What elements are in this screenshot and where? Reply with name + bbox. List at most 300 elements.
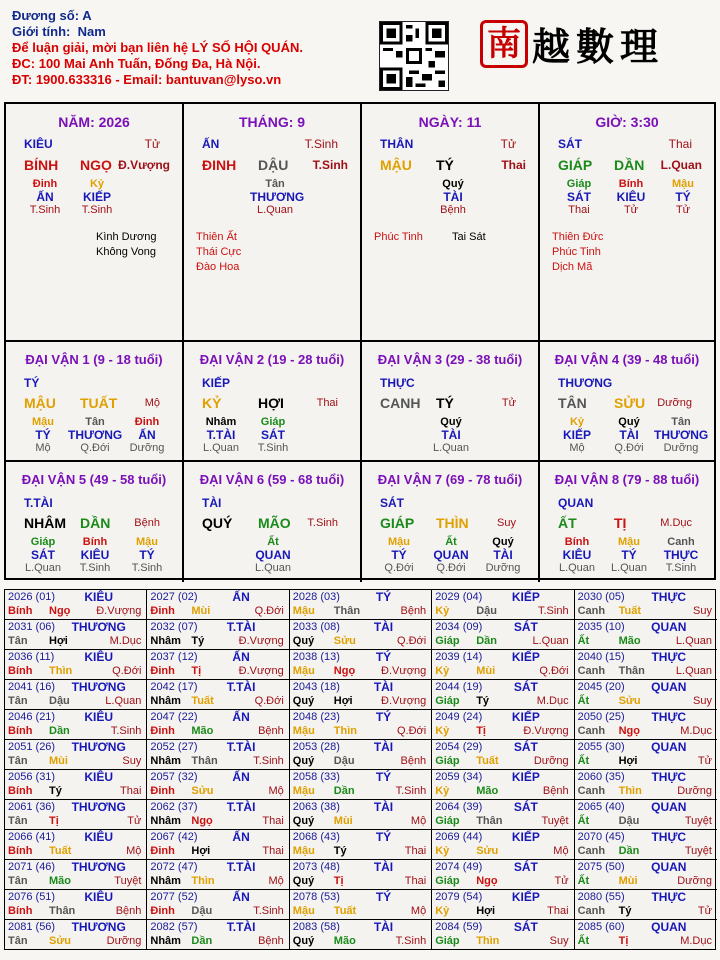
year-stem: Canh xyxy=(577,605,606,617)
gender-value: Nam xyxy=(77,24,106,39)
hidden-life: L.Quan xyxy=(256,204,294,216)
pillar-god-top: THÂN xyxy=(380,137,414,151)
year-cell xyxy=(147,920,289,950)
pillar-god-top: ẤN xyxy=(202,137,220,151)
year-branch: Ngọ xyxy=(191,815,213,827)
year-branch: Dậu xyxy=(476,605,497,617)
year-cell xyxy=(5,650,147,680)
year-cell xyxy=(290,650,432,680)
year-stem: Bính xyxy=(8,905,33,917)
year-cell xyxy=(147,620,289,650)
year-label: 2041 (16) xyxy=(8,681,56,693)
year-god: KIẾP xyxy=(511,890,540,904)
hidden-life: L.Quan xyxy=(432,442,470,454)
hidden-life: Dưỡng xyxy=(129,442,165,454)
year-branch: Thìn xyxy=(618,785,642,797)
dai-van-branch: DẦN xyxy=(80,515,111,531)
year-label: 2084 (59) xyxy=(435,921,483,933)
year-stem: Kỷ xyxy=(435,665,450,677)
year-cell xyxy=(290,830,432,860)
hidden-stem-group xyxy=(120,416,174,454)
year-life: Đ.Vượng xyxy=(381,695,427,707)
year-life: Mộ xyxy=(410,905,427,917)
year-god: THỰC xyxy=(651,650,687,664)
year-god: THƯƠNG xyxy=(71,620,126,634)
year-god: T.TÀI xyxy=(226,860,256,874)
year-life: Bệnh xyxy=(400,755,427,767)
year-branch: Ngọ xyxy=(333,665,356,677)
dai-van-cell xyxy=(362,462,540,582)
address-line: ĐC: 100 Mai Anh Tuấn, Đống Đa, Hà Nội. xyxy=(12,56,261,71)
year-stem: Bính xyxy=(8,665,33,677)
year-branch: Thìn xyxy=(476,935,500,947)
hidden-life: Q.Đới xyxy=(384,562,414,574)
year-stem: Bính xyxy=(8,785,33,797)
hidden-life: Q.Đới xyxy=(80,442,110,454)
year-life: L.Quan xyxy=(105,695,142,707)
year-branch: Dần xyxy=(618,845,640,857)
year-cell xyxy=(575,590,717,620)
year-life: Đ.Vượng xyxy=(96,605,142,617)
year-cell xyxy=(147,770,289,800)
hidden-stem: Mậu xyxy=(32,416,54,428)
year-stem: Canh xyxy=(577,785,606,797)
year-life: Đ.Vượng xyxy=(238,665,284,677)
year-label: 2033 (08) xyxy=(292,621,340,633)
year-stem: Ất xyxy=(577,755,590,767)
year-life: M.Dục xyxy=(680,725,712,737)
year-cell xyxy=(575,860,717,890)
hidden-life: L.Quan xyxy=(558,562,596,574)
year-label: 2035 (10) xyxy=(577,621,625,633)
dai-van-cell xyxy=(540,462,714,582)
pillar-god-top: KIÊU xyxy=(24,137,53,151)
year-cell xyxy=(575,710,717,740)
year-label: 2029 (04) xyxy=(435,591,483,603)
year-branch: Thân xyxy=(618,665,645,677)
dai-van-title: ĐẠI VẬN 4 (39 - 48 tuổi) xyxy=(554,352,700,367)
dai-van-god: TÝ xyxy=(24,376,40,390)
year-stem: Mậu xyxy=(292,605,315,617)
year-stem: Canh xyxy=(577,725,606,737)
year-label: 2070 (45) xyxy=(577,831,625,843)
year-god: THƯƠNG xyxy=(71,920,126,934)
year-cell xyxy=(5,620,147,650)
dai-van-life: Suy xyxy=(497,517,516,529)
brand-logo-text: 越數理 xyxy=(532,24,665,69)
year-life: Dưỡng xyxy=(677,875,712,887)
year-stem: Quý xyxy=(292,875,315,887)
yearly-table xyxy=(4,589,716,950)
year-stem: Kỷ xyxy=(435,905,450,917)
hidden-stem: Tân xyxy=(671,416,691,428)
year-life: Mộ xyxy=(268,875,284,887)
year-life: Mộ xyxy=(553,845,569,857)
year-god: THƯƠNG xyxy=(71,740,126,754)
name-value: A xyxy=(82,8,92,23)
pillar-branch: DẬU xyxy=(258,157,289,173)
year-stem: Nhâm xyxy=(150,695,181,707)
year-cell xyxy=(5,890,147,920)
special-star: Dịch Mã xyxy=(552,261,593,273)
year-label: 2030 (05) xyxy=(577,591,625,603)
year-cell xyxy=(432,770,574,800)
year-label: 2046 (21) xyxy=(8,711,56,723)
hidden-life: T.Sinh xyxy=(665,562,697,574)
year-stem: Đinh xyxy=(150,905,175,917)
year-branch: Thân xyxy=(476,815,503,827)
year-life: Thai xyxy=(404,845,427,857)
year-god: T.TÀI xyxy=(226,680,256,694)
year-label: 2048 (23) xyxy=(292,711,340,723)
year-label: 2065 (40) xyxy=(577,801,625,813)
year-life: T.Sinh xyxy=(253,905,284,917)
hidden-life: Q.Đới xyxy=(436,562,466,574)
name-label: Đương số: xyxy=(12,8,80,23)
year-life: Suy xyxy=(122,755,142,767)
year-cell xyxy=(575,620,717,650)
year-stem: Tân xyxy=(8,815,28,827)
hidden-stem: Giáp xyxy=(566,178,592,190)
year-cell xyxy=(290,740,432,770)
dai-van-branch: TỊ xyxy=(614,515,627,531)
pillar-branch-life: T.Sinh xyxy=(312,158,348,172)
hidden-stem: Giáp xyxy=(30,536,56,548)
contact-line: Để luận giải, mời bạn liên hệ LÝ SỐ HỘI QUÁN. xyxy=(12,40,303,55)
year-branch: Tị xyxy=(333,875,344,887)
year-label: 2057 (32) xyxy=(150,771,198,783)
dai-van-title: ĐẠI VẬN 5 (49 - 58 tuổi) xyxy=(21,472,167,487)
pillar-top-right: T.Sinh xyxy=(304,137,338,151)
year-stem: Mậu xyxy=(292,905,315,917)
hidden-stem: Đinh xyxy=(134,416,160,428)
hidden-stem-group xyxy=(550,536,604,574)
year-stem: Giáp xyxy=(435,695,460,707)
year-branch: Sửu xyxy=(191,785,214,797)
year-stem: Kỷ xyxy=(435,605,450,617)
special-star: Không Vong xyxy=(96,246,156,258)
hidden-stem-group xyxy=(246,416,300,454)
special-star: Thái Cực xyxy=(196,246,242,258)
year-god: T.TÀI xyxy=(226,740,256,754)
year-cell xyxy=(5,830,147,860)
hidden-life: T.Sinh xyxy=(131,562,163,574)
year-life: T.Sinh xyxy=(253,755,284,767)
hidden-stem: Canh xyxy=(667,536,695,548)
year-branch: Ngọ xyxy=(618,725,640,737)
hidden-stem-group xyxy=(68,416,122,454)
year-stem: Bính xyxy=(8,725,33,737)
year-life: Q.Đới xyxy=(112,665,142,677)
year-branch: Tị xyxy=(191,665,202,677)
year-life: Suy xyxy=(693,695,712,707)
year-cell xyxy=(290,680,432,710)
year-branch: Thân xyxy=(333,605,361,617)
year-cell xyxy=(432,920,574,950)
hidden-stem: Mậu xyxy=(388,536,410,548)
pillar-branch: NGỌ xyxy=(80,157,112,173)
year-life: Bệnh xyxy=(258,935,284,947)
dai-van-branch: SỬU xyxy=(614,395,646,411)
year-god: QUAN xyxy=(651,800,687,814)
hidden-stem: Mậu xyxy=(136,536,158,548)
year-branch: Tý xyxy=(333,845,347,857)
phone-email-line: ĐT: 1900.633316 - Email: bantuvan@lyso.vn xyxy=(12,72,282,87)
dai-van-branch: TUẤT xyxy=(80,395,118,411)
hidden-stem: Quý xyxy=(442,178,464,190)
hidden-god: THỰC xyxy=(663,548,699,562)
qr-code-icon[interactable] xyxy=(379,21,449,91)
year-life: Thai xyxy=(119,785,142,797)
year-label: 2056 (31) xyxy=(8,771,56,783)
year-god: ẤN xyxy=(232,650,250,664)
year-god: T.TÀI xyxy=(226,620,256,634)
year-label: 2037 (12) xyxy=(150,651,198,663)
hidden-stem-group xyxy=(550,416,604,454)
year-cell xyxy=(575,830,717,860)
gender-label: Giới tính: xyxy=(12,24,71,39)
hidden-god: KIẾP xyxy=(82,190,111,204)
hidden-stem-group xyxy=(68,536,122,574)
year-branch: Ngọ xyxy=(476,875,498,887)
year-god: T.TÀI xyxy=(226,800,256,814)
pillar-branch-life: L.Quan xyxy=(660,158,702,172)
year-label: 2028 (03) xyxy=(292,591,340,603)
year-life: L.Quan xyxy=(532,635,569,647)
year-stem: Kỷ xyxy=(435,785,450,797)
year-god: ẤN xyxy=(232,770,250,784)
year-label: 2040 (15) xyxy=(577,651,625,663)
year-label: 2027 (02) xyxy=(150,591,198,603)
year-label: 2079 (54) xyxy=(435,891,483,903)
year-god: KIẾP xyxy=(511,590,540,604)
year-stem: Nhâm xyxy=(150,755,181,767)
year-branch: Dậu xyxy=(333,755,355,767)
year-life: Tử xyxy=(554,875,569,887)
year-branch: Mùi xyxy=(49,755,68,767)
hidden-stem: Giáp xyxy=(260,416,286,428)
year-label: 2068 (43) xyxy=(292,831,340,843)
year-stem: Nhâm xyxy=(150,815,181,827)
pillar-stem: BÍNH xyxy=(24,157,59,173)
dai-van-god: QUAN xyxy=(558,496,594,510)
year-life: Q.Đới xyxy=(254,605,284,617)
year-branch: Thân xyxy=(49,905,76,917)
year-branch: Dậu xyxy=(618,815,640,827)
year-cell xyxy=(575,680,717,710)
hidden-god: TÀI xyxy=(493,548,513,562)
year-cell xyxy=(5,680,147,710)
year-cell xyxy=(147,860,289,890)
year-life: Bệnh xyxy=(400,605,427,617)
dai-van-title: ĐẠI VẬN 1 (9 - 18 tuổi) xyxy=(25,352,163,367)
year-branch: Thìn xyxy=(333,725,358,737)
pillar-branch: TÝ xyxy=(436,157,454,173)
year-label: 2038 (13) xyxy=(292,651,340,663)
year-cell xyxy=(5,770,147,800)
special-star: Phúc Tinh xyxy=(374,231,423,243)
year-cell xyxy=(290,590,432,620)
year-life: Bệnh xyxy=(542,785,569,797)
hidden-stem: Ất xyxy=(445,536,457,548)
dai-van-life: Mộ xyxy=(144,397,160,409)
year-life: Bệnh xyxy=(258,725,284,737)
hidden-life: Bệnh xyxy=(440,204,466,216)
pillar-cell xyxy=(362,104,540,342)
year-cell xyxy=(575,920,717,950)
chart-panel xyxy=(4,102,716,580)
year-stem: Mậu xyxy=(292,725,315,737)
pillar-title: NGÀY: 11 xyxy=(418,114,482,130)
year-god: SÁT xyxy=(513,800,538,814)
year-stem: Quý xyxy=(292,935,315,947)
pillar-cell xyxy=(6,104,184,342)
dai-van-branch: THÌN xyxy=(436,515,469,531)
year-god: SÁT xyxy=(513,620,538,634)
dai-van-title: ĐẠI VẬN 8 (79 - 88 tuổi) xyxy=(554,472,700,487)
year-life: Mộ xyxy=(410,815,427,827)
year-cell xyxy=(5,590,147,620)
year-cell xyxy=(290,710,432,740)
year-life: L.Quan xyxy=(675,665,712,677)
year-god: KIÊU xyxy=(84,770,114,784)
year-stem: Giáp xyxy=(435,755,460,767)
year-life: Q.Đới xyxy=(396,635,427,647)
year-stem: Nhâm xyxy=(150,935,181,947)
year-cell xyxy=(147,650,289,680)
year-branch: Mão xyxy=(476,785,499,797)
hidden-stem: Bính xyxy=(564,536,590,548)
dai-van-life: T.Sinh xyxy=(307,517,338,529)
year-cell xyxy=(575,890,717,920)
year-label: 2071 (46) xyxy=(8,861,56,873)
year-branch: Tý xyxy=(618,905,632,917)
pillar-cell xyxy=(540,104,714,342)
dai-van-life: Bệnh xyxy=(134,517,160,529)
year-branch: Dần xyxy=(333,785,355,797)
year-label: 2036 (11) xyxy=(8,651,55,663)
year-branch: Tuất xyxy=(49,845,72,857)
year-cell xyxy=(290,860,432,890)
year-cell xyxy=(575,770,717,800)
year-cell xyxy=(575,800,717,830)
year-god: KIẾP xyxy=(511,830,540,844)
dai-van-god: T.TÀI xyxy=(24,496,53,510)
dai-van-cell xyxy=(184,462,362,582)
year-cell xyxy=(147,710,289,740)
hidden-life: T.Sinh xyxy=(81,204,113,216)
year-label: 2080 (55) xyxy=(577,891,625,903)
year-cell xyxy=(147,800,289,830)
year-branch: Hợi xyxy=(49,635,68,647)
hidden-god: SÁT xyxy=(567,190,591,204)
year-label: 2032 (07) xyxy=(150,621,198,633)
pillar-cell xyxy=(184,104,362,342)
year-label: 2074 (49) xyxy=(435,861,483,873)
year-god: ẤN xyxy=(232,710,250,724)
year-cell xyxy=(432,860,574,890)
pillar-god-top: SÁT xyxy=(558,137,582,151)
year-life: Thai xyxy=(262,815,284,827)
year-label: 2034 (09) xyxy=(435,621,483,633)
dai-van-god: TÀI xyxy=(202,496,222,510)
hidden-stem: Quý xyxy=(492,536,514,548)
year-god: TÝ xyxy=(375,890,392,904)
year-branch: Tý xyxy=(49,785,62,797)
year-life: Đ.Vượng xyxy=(523,725,569,737)
pillar-top-right: Tử xyxy=(144,137,160,151)
year-label: 2062 (37) xyxy=(150,801,198,813)
hidden-life: T.Sinh xyxy=(79,562,111,574)
year-life: T.Sinh xyxy=(538,605,569,617)
year-god: THỰC xyxy=(651,770,687,784)
year-label: 2047 (22) xyxy=(150,711,198,723)
year-label: 2082 (57) xyxy=(150,921,198,933)
year-god: T.TÀI xyxy=(226,920,256,934)
hidden-god: TÀI xyxy=(443,190,463,204)
dai-van-cell xyxy=(6,462,184,582)
dai-van-stem: NHÂM xyxy=(24,515,66,531)
pillar-title: GIỜ: 3:30 xyxy=(595,114,659,130)
year-branch: Thìn xyxy=(49,665,73,677)
year-cell xyxy=(147,680,289,710)
year-label: 2060 (35) xyxy=(577,771,625,783)
year-branch: Dần xyxy=(476,635,497,647)
year-god: KIÊU xyxy=(84,710,114,724)
year-stem: Giáp xyxy=(435,635,460,647)
year-label: 2044 (19) xyxy=(435,681,483,693)
year-stem: Canh xyxy=(577,845,606,857)
year-cell xyxy=(5,800,147,830)
dai-van-stem: CANH xyxy=(380,395,421,411)
year-stem: Ất xyxy=(577,875,590,887)
year-label: 2043 (18) xyxy=(292,681,340,693)
year-label: 2049 (24) xyxy=(435,711,483,723)
year-god: QUAN xyxy=(651,860,687,874)
year-life: T.Sinh xyxy=(395,785,427,797)
year-branch: Sửu xyxy=(333,635,356,647)
hidden-stem-group xyxy=(602,416,656,454)
year-label: 2045 (20) xyxy=(577,681,625,693)
year-life: Q.Đới xyxy=(254,695,284,707)
year-life: Q.Đới xyxy=(396,725,427,737)
year-stem: Kỷ xyxy=(435,725,450,737)
year-label: 2066 (41) xyxy=(8,831,56,843)
hidden-life: T.Sinh xyxy=(29,204,61,216)
year-god: TÀI xyxy=(373,740,394,754)
year-god: TÝ xyxy=(375,710,392,724)
hidden-god: TÝ xyxy=(139,548,155,562)
year-life: L.Quan xyxy=(675,635,712,647)
hidden-god: TÝ xyxy=(35,428,51,442)
year-branch: Tị xyxy=(476,725,486,737)
hidden-god: THƯƠNG xyxy=(68,428,123,442)
dai-van-title: ĐẠI VẬN 7 (69 - 78 tuổi) xyxy=(377,472,523,487)
hidden-life: Thai xyxy=(568,204,590,216)
year-stem: Bính xyxy=(8,845,33,857)
hidden-life: Mộ xyxy=(569,442,585,454)
year-branch: Mão xyxy=(49,875,71,887)
year-god: TÀI xyxy=(373,620,394,634)
pillar-title: THÁNG: 9 xyxy=(238,114,306,130)
year-stem: Mậu xyxy=(292,845,315,857)
year-god: THƯƠNG xyxy=(71,800,126,814)
hidden-stem: Bính xyxy=(618,178,644,190)
year-label: 2050 (25) xyxy=(577,711,625,723)
dai-van-stem: MẬU xyxy=(24,395,56,411)
year-god: SÁT xyxy=(513,740,538,754)
dai-van-life: Dưỡng xyxy=(657,397,692,409)
